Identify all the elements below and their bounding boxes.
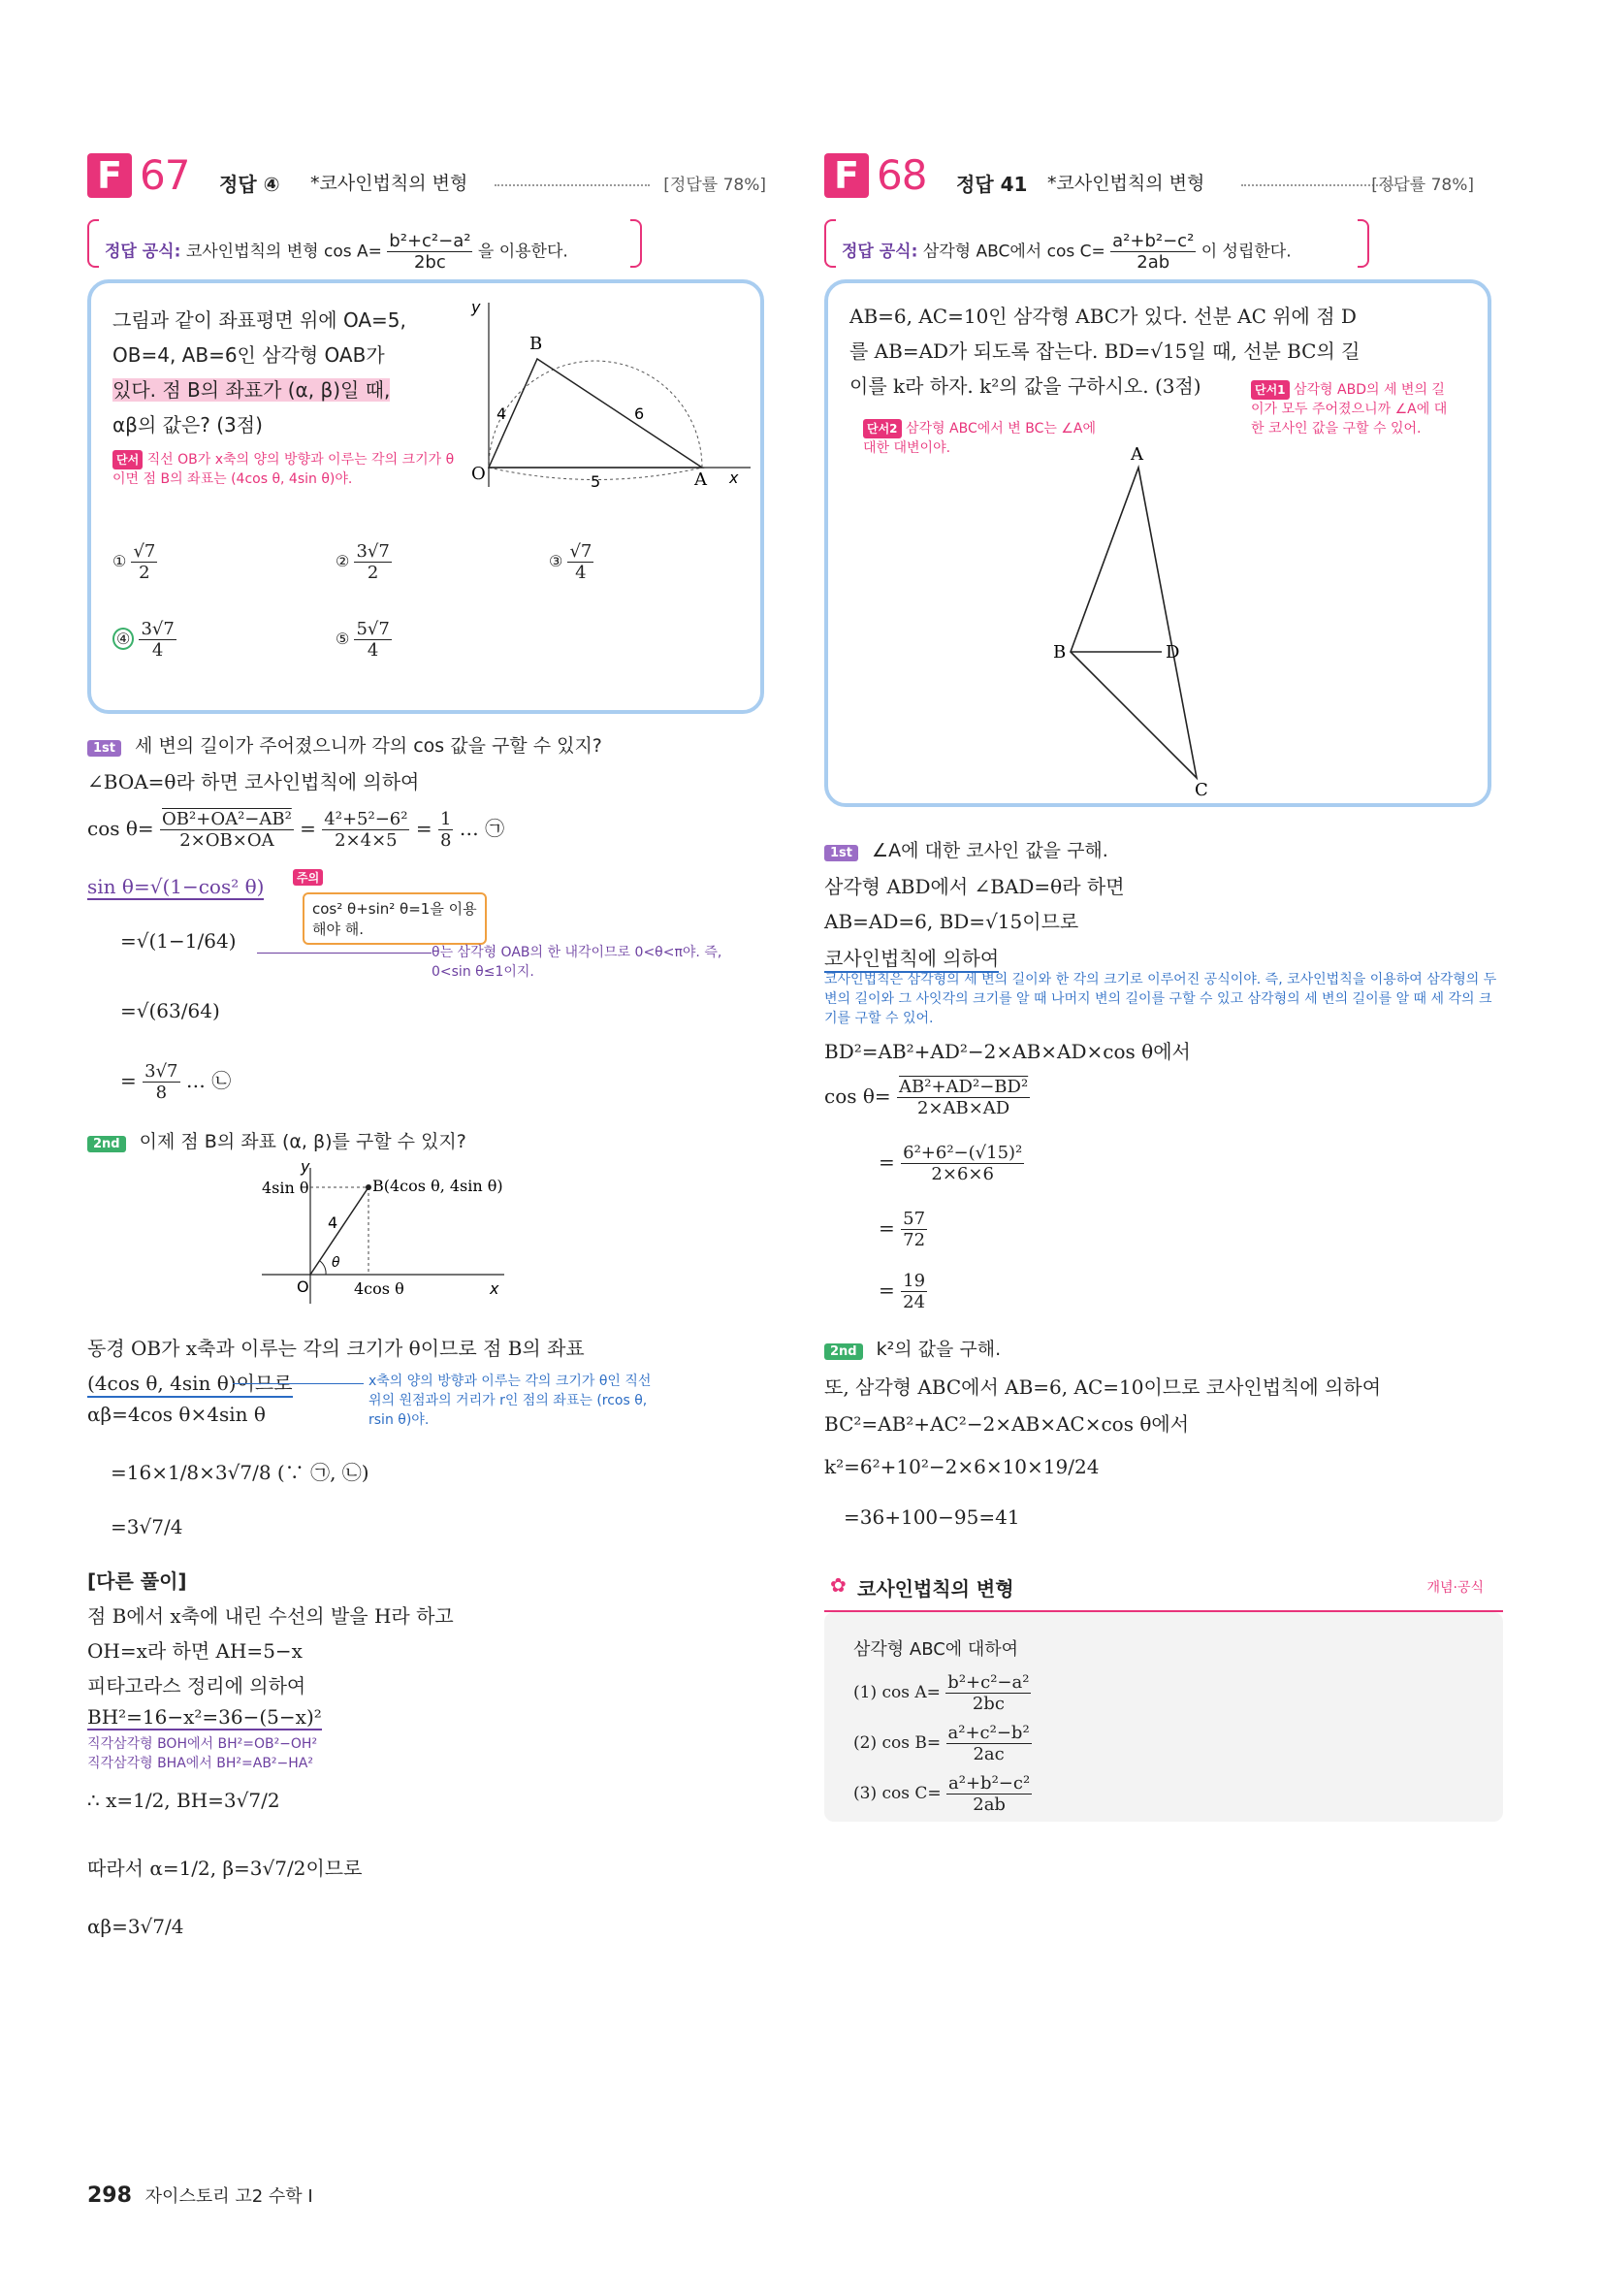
note-connector: [257, 953, 432, 954]
formula-text: 코사인법칙의 변형 cos A=: [185, 242, 382, 262]
label-a: A: [694, 469, 707, 487]
label-x: x: [729, 469, 739, 487]
solution-line: k²=6²+10²−2×6×10×19/24: [824, 1455, 1100, 1478]
topic: *코사인법칙의 변형: [310, 173, 468, 194]
hint-1: 단서1 삼각형 ABD의 세 변의 길이가 모두 주어졌으니까 ∠A에 대한 코사인 값을 구할 수 있어.: [1251, 382, 1448, 437]
label-a: A: [1131, 444, 1143, 465]
step1-heading: 1st ∠A에 대한 코사인 값을 구해.: [824, 836, 1108, 862]
formula-text: 삼각형 ABC에서 cos C=: [922, 242, 1105, 262]
question-line: OB=4, AB=6인 삼각형 OAB가: [112, 343, 385, 367]
problem-header: [824, 146, 1503, 208]
note-connector: [233, 1383, 364, 1384]
question-box: [824, 279, 1491, 807]
leader-dots: [495, 184, 650, 186]
solution-line: ∠BOA=θ라 하면 코사인법칙에 의하여: [87, 770, 420, 793]
section-badge: F: [824, 153, 869, 198]
solution-line: BD²=AB²+AD²−2×AB×AD×cos θ에서: [824, 1040, 1191, 1063]
sin-result: = $\frac{3√7}{8}$ … ㉡: [120, 1061, 232, 1103]
solution-line: 삼각형 ABD에서 ∠BAD=θ라 하면: [824, 875, 1125, 898]
key-formula: [87, 219, 766, 273]
label-length-4: 4: [328, 1213, 338, 1232]
label-4cos: 4cos θ: [354, 1279, 404, 1298]
problem-header: [87, 146, 766, 208]
angle-arc: [320, 1261, 326, 1275]
alternative-note: 직각삼각형 BOH에서 BH²=OB²−OH²: [87, 1736, 318, 1752]
solution-line: OH=x라 하면 AH=5−x: [87, 1639, 303, 1663]
concept-box: [824, 1612, 1503, 1822]
question-line: 이를 k라 하자. k²의 값을 구하시오. (3점): [849, 374, 1201, 398]
coordinate-line: (4cos θ, 4sin θ)이므로: [87, 1368, 293, 1398]
question-text: [112, 303, 481, 442]
formula-fraction: $\frac{\text{b²+c²−a²}}{2bc}$: [389, 231, 471, 273]
solution-line: AB=AD=6, BD=√15이므로: [824, 910, 1079, 933]
alternative-title: [다른 풀이]: [87, 1569, 187, 1593]
label-c: C: [1195, 780, 1208, 797]
concept-item-1: (1) cos A= $\frac{\text{b²+c²−a²}}{2bc}$: [853, 1672, 1030, 1714]
label-o: O: [297, 1277, 309, 1296]
coordinate-note: x축의 양의 방향과 이루는 각의 크기가 θ인 직선 위의 원점과의 거리가 r인 점의 좌표는 (rcos θ, rsin θ)야.: [368, 1374, 652, 1428]
step2-tag: 2nd: [87, 1136, 126, 1152]
final-answer: αβ=3√7/4: [87, 1915, 184, 1938]
step1-tag: 1st: [87, 740, 121, 757]
solution-line: =3√7/4: [111, 1515, 183, 1538]
warning-callout: cos² θ+sin² θ=1을 이용해야 해.: [303, 892, 487, 945]
formula-tail: 을 이용한다.: [477, 242, 568, 262]
coordinate-figure: [262, 1158, 630, 1313]
cos-theta-equation: cos θ= $\frac{\text{AB²+AD²−BD²}}{2\times AB\times AD}$: [824, 1077, 1029, 1118]
solution-line: BH²=16−x²=36−(5−x)²: [87, 1705, 322, 1729]
bracket-left: [824, 219, 836, 268]
label-o: O: [471, 464, 486, 484]
key-formula: [824, 219, 1503, 273]
hint-tag: 단서: [112, 450, 143, 469]
solution-line: =16×1/8×3√7/8 (∵ ㉠, ㉡): [111, 1461, 369, 1484]
concept-tag: 개념·공식: [1426, 1580, 1484, 1596]
label-side-5: 5: [591, 472, 601, 487]
flower-icon: ✿: [830, 1573, 847, 1597]
label-y: y: [301, 1158, 310, 1176]
solution-line: 동경 OB가 x축과 이루는 각의 크기가 θ이므로 점 B의 좌표: [87, 1337, 585, 1360]
book-title: 자이스토리 고2 수학 I: [144, 2186, 313, 2207]
question-line: AB=6, AC=10인 삼각형 ABC가 있다. 선분 AC 위에 점 D: [849, 305, 1357, 328]
step2-heading: 2nd k²의 값을 구해.: [824, 1335, 1001, 1361]
step2-tag: 2nd: [824, 1343, 863, 1360]
choice-3[interactable]: ③ $\frac{√7}{4}$: [549, 541, 592, 583]
solution-line: 따라서 α=1/2, β=3√7/2이므로: [87, 1857, 363, 1880]
question-line: αβ의 값은? (3점): [112, 413, 263, 437]
circumcircle-arc: [489, 361, 702, 468]
label-b: B: [1053, 642, 1067, 663]
solution: [87, 731, 766, 2186]
alternative-note: 직각삼각형 BHA에서 BH²=AB²−HA²: [87, 1756, 313, 1771]
problem-67: [87, 146, 766, 1938]
solution-line: ∴ x=1/2, BH=3√7/2: [87, 1789, 280, 1812]
cos-step: = $\frac{57}{72}$: [879, 1209, 926, 1250]
label-x: x: [490, 1279, 499, 1298]
cos-step: = $\frac{\text{6²+6²−(√15)²}}{2\times 6\times 6}$: [879, 1143, 1023, 1184]
triangle-abc: [1071, 468, 1197, 778]
page-footer: [87, 2183, 313, 2208]
concept-item-2: (2) cos B= $\frac{\text{a²+c²−b²}}{2ac}$: [853, 1723, 1030, 1764]
solution-line: BC²=AB²+AC²−2×AB×AC×cos θ에서: [824, 1412, 1190, 1436]
label-b: B: [529, 334, 543, 354]
concept-title: 코사인법칙의 변형: [857, 1577, 1014, 1601]
solution-line: 또, 삼각형 ABC에서 AB=6, AC=10이므로 코사인법칙에 의하여: [824, 1375, 1382, 1399]
label-y: y: [471, 298, 481, 316]
choice-1[interactable]: ① $\frac{√7}{2}$: [112, 541, 156, 583]
hint-text: 직선 OB가 x축의 양의 방향과 이루는 각의 크기가 θ이면 점 B의 좌표는 (4cos θ, 4sin θ)야.: [112, 452, 455, 487]
cos-result: = $\frac{19}{24}$: [879, 1271, 926, 1312]
solution: [824, 836, 1503, 1815]
label-4sin: 4sin θ: [262, 1179, 309, 1197]
law-of-cosines-note: 코사인법칙은 삼각형의 세 변의 길이와 한 각의 크기로 이루어진 공식이야. 즉, 코사인법칙을 이용하여 삼각형의 두 변의 길이와 그 사잇각의 크기를 알 때 나머지 변의 길이를 구할 수 있고 삼각형의 세 변의 길이를 알 때 세 각의 크기를 구할 수 있어.: [824, 972, 1497, 1026]
question-box: [87, 279, 764, 714]
solution-line: =√(63/64): [120, 999, 220, 1022]
concept-intro: 삼각형 ABC에 대하여: [853, 1639, 1019, 1660]
concept-item-3: (3) cos C= $\frac{\text{a²+b²−c²}}{2ab}$: [853, 1773, 1031, 1815]
answer: 정답 ④: [219, 173, 280, 196]
sin-theta-line: sin θ=√(1−cos² θ): [87, 875, 265, 898]
triangle-oab: [489, 359, 702, 468]
cos-theta-equation: cos θ= $\frac{\text{OB²+OA²−AB²}}{2\times OB\times OA}$ = $\frac{\text{4²+5²−6²}}{2\times 4\times 5}$ = $\frac{1}{8}$ … ㉠: [87, 809, 505, 851]
concept-header: [824, 1564, 1503, 1612]
problem-number: 67: [140, 151, 190, 199]
step1-tag: 1st: [824, 845, 858, 861]
label-d: D: [1166, 642, 1180, 663]
problem-number: 68: [877, 151, 927, 199]
final-answer: =36+100−95=41: [844, 1505, 1020, 1529]
question-line: 그림과 같이 좌표평면 위에 OA=5,: [112, 308, 406, 332]
bracket-right: [630, 219, 642, 268]
step2-heading: 2nd 이제 점 B의 좌표 (α, β)를 구할 수 있지?: [87, 1127, 466, 1153]
solution-line: 피타고라스 정리에 의하여: [87, 1674, 306, 1698]
topic: *코사인법칙의 변형: [1047, 173, 1205, 194]
solution-line: αβ=4cos θ×4sin θ: [87, 1403, 266, 1426]
label-side-4: 4: [496, 404, 507, 423]
correct-rate: [정답률 78%]: [663, 176, 766, 195]
question-line: 있다. 점 B의 좌표가 (α, β)일 때,: [112, 378, 391, 402]
solution-line: 코사인법칙에 의하여: [824, 943, 999, 973]
hint-2: 단서2 삼각형 ABC에서 변 BC는 ∠A에 대한 대변이야.: [863, 421, 1096, 456]
problem-68: [824, 146, 1503, 1815]
answer: 정답 41: [956, 173, 1028, 196]
question-line: 를 AB=AD가 되도록 잡는다. BD=√15일 때, 선분 BC의 길: [849, 340, 1361, 363]
choice-4-correct[interactable]: ④ $\frac{3√7}{4}$: [112, 619, 176, 661]
choice-5[interactable]: ⑤ $\frac{5√7}{4}$: [336, 619, 390, 661]
formula-tail: 이 성립한다.: [1201, 242, 1292, 262]
triangle-abc-figure: [1051, 429, 1303, 797]
label-side-6: 6: [634, 404, 645, 423]
formula-label: 정답 공식:: [105, 242, 181, 262]
warning-tag: 주의: [293, 867, 323, 886]
step1-heading: 1st 세 변의 길이가 주어졌으니까 각의 cos 값을 구할 수 있지?: [87, 731, 602, 758]
correct-rate: [정답률 78%]: [1371, 176, 1474, 195]
bracket-right: [1358, 219, 1369, 268]
label-theta: θ: [332, 1255, 340, 1271]
solution-line: =√(1−1/64): [120, 929, 237, 953]
point-b: [366, 1184, 371, 1190]
hint-tag: 단서1: [1251, 380, 1290, 400]
choice-2[interactable]: ② $\frac{3√7}{2}$: [336, 541, 390, 583]
triangle-oab-figure: [469, 293, 760, 487]
choices: [112, 541, 733, 687]
hint: [112, 450, 462, 489]
section-badge: F: [87, 153, 132, 198]
bracket-left: [87, 219, 99, 268]
hint-tag: 단서2: [863, 419, 902, 438]
solution-line: 점 B에서 x축에 내린 수선의 발을 H라 하고: [87, 1604, 454, 1628]
formula-fraction: $\frac{\text{a²+b²−c²}}{2ab}$: [1112, 231, 1195, 273]
formula-label: 정답 공식:: [842, 242, 918, 262]
page-number: 298: [87, 2183, 132, 2208]
label-b-coord: B(4cos θ, 4sin θ): [372, 1177, 503, 1195]
theta-note: θ는 삼각형 OAB의 한 내각이므로 0<θ<π야. 즉, 0<sin θ≤1이지.: [432, 945, 722, 980]
